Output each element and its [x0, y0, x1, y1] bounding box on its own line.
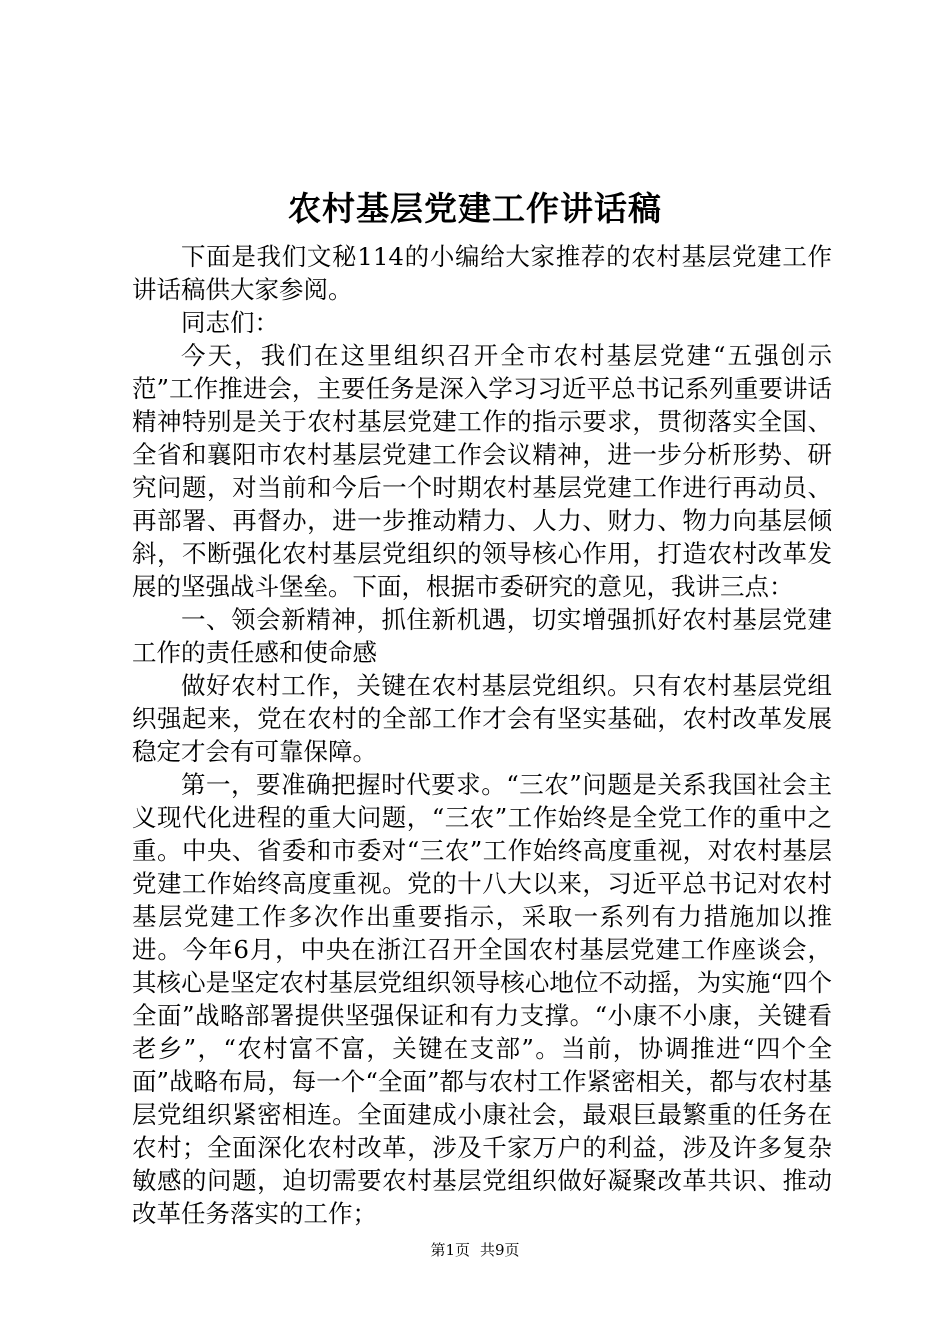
document-title: 农村基层党建工作讲话稿 — [288, 189, 662, 228]
body-paragraph: 第一，要准确把握时代要求。“三农”问题是关系我国社会主义现代化进程的重大问题，“三农”工作始终是全党工作的重中之重。中央、省委和市委对“三农”工作始终高度重视，对农村基层党建工作始终高度重视。党的十八大以来，习近平总书记对农村基层党建工作多次作出重要指示，采取一系列有力措施加以推进。今年6月，中央在浙江召开全国农村基层党建工作座谈会，其核心是坚定农村基层党组织领导核心地位不动摇，为实施“四个全面”战略部署提供坚强保证和有力支撑。“小康不小康，关键看老乡”，“农村富不富，关键在支部”。当前，协调推进“四个全面”战略布局，每一个“全面”都与农村工作紧密相关，都与农村基层党组织紧密相连。全面建成小康社会，最艰巨最繁重的任务在农村；全面深化农村改革，涉及千家万户的利益，涉及许多复杂敏感的问题，迫切需要农村基层党组织做好凝聚改革共识、推动改革任务落实的工作； — [132, 770, 832, 1228]
page-footer — [0, 1240, 950, 1260]
page-number: 第1页 — [430, 1241, 470, 1259]
body-paragraph: 做好农村工作，关键在农村基层党组织。只有农村基层党组织强起来，党在农村的全部工作才会有坚实基础，农村改革发展稳定才会有可靠保障。 — [132, 671, 832, 766]
section-heading-1: 一、领会新精神，抓住新机遇，切实增强抓好农村基层党建工作的责任感和使命感 — [132, 605, 832, 667]
page-total: 共9页 — [480, 1241, 520, 1259]
opening-paragraph: 今天，我们在这里组织召开全市农村基层党建“五强创示范”工作推进会，主要任务是深入学习习近平总书记系列重要讲话精神特别是关于农村基层党建工作的指示要求，贯彻落实全国、全省和襄阳市农村基层党建工作会议精神，进一步分析形势、研究问题，对当前和今后一个时期农村基层党建工作进行再动员、再部署、再督办，进一步推动精力、人力、财力、物力向基层倾斜，不断强化农村基层党组织的领导核心作用，打造农村改革发展的坚强战斗堡垒。下面，根据市委研究的意见，我讲三点： — [132, 341, 832, 601]
salutation-paragraph: 同志们： — [181, 308, 279, 337]
document-body — [132, 240, 832, 1230]
intro-paragraph: 下面是我们文秘114的小编给大家推荐的农村基层党建工作讲话稿供大家参阅。 — [132, 242, 832, 304]
